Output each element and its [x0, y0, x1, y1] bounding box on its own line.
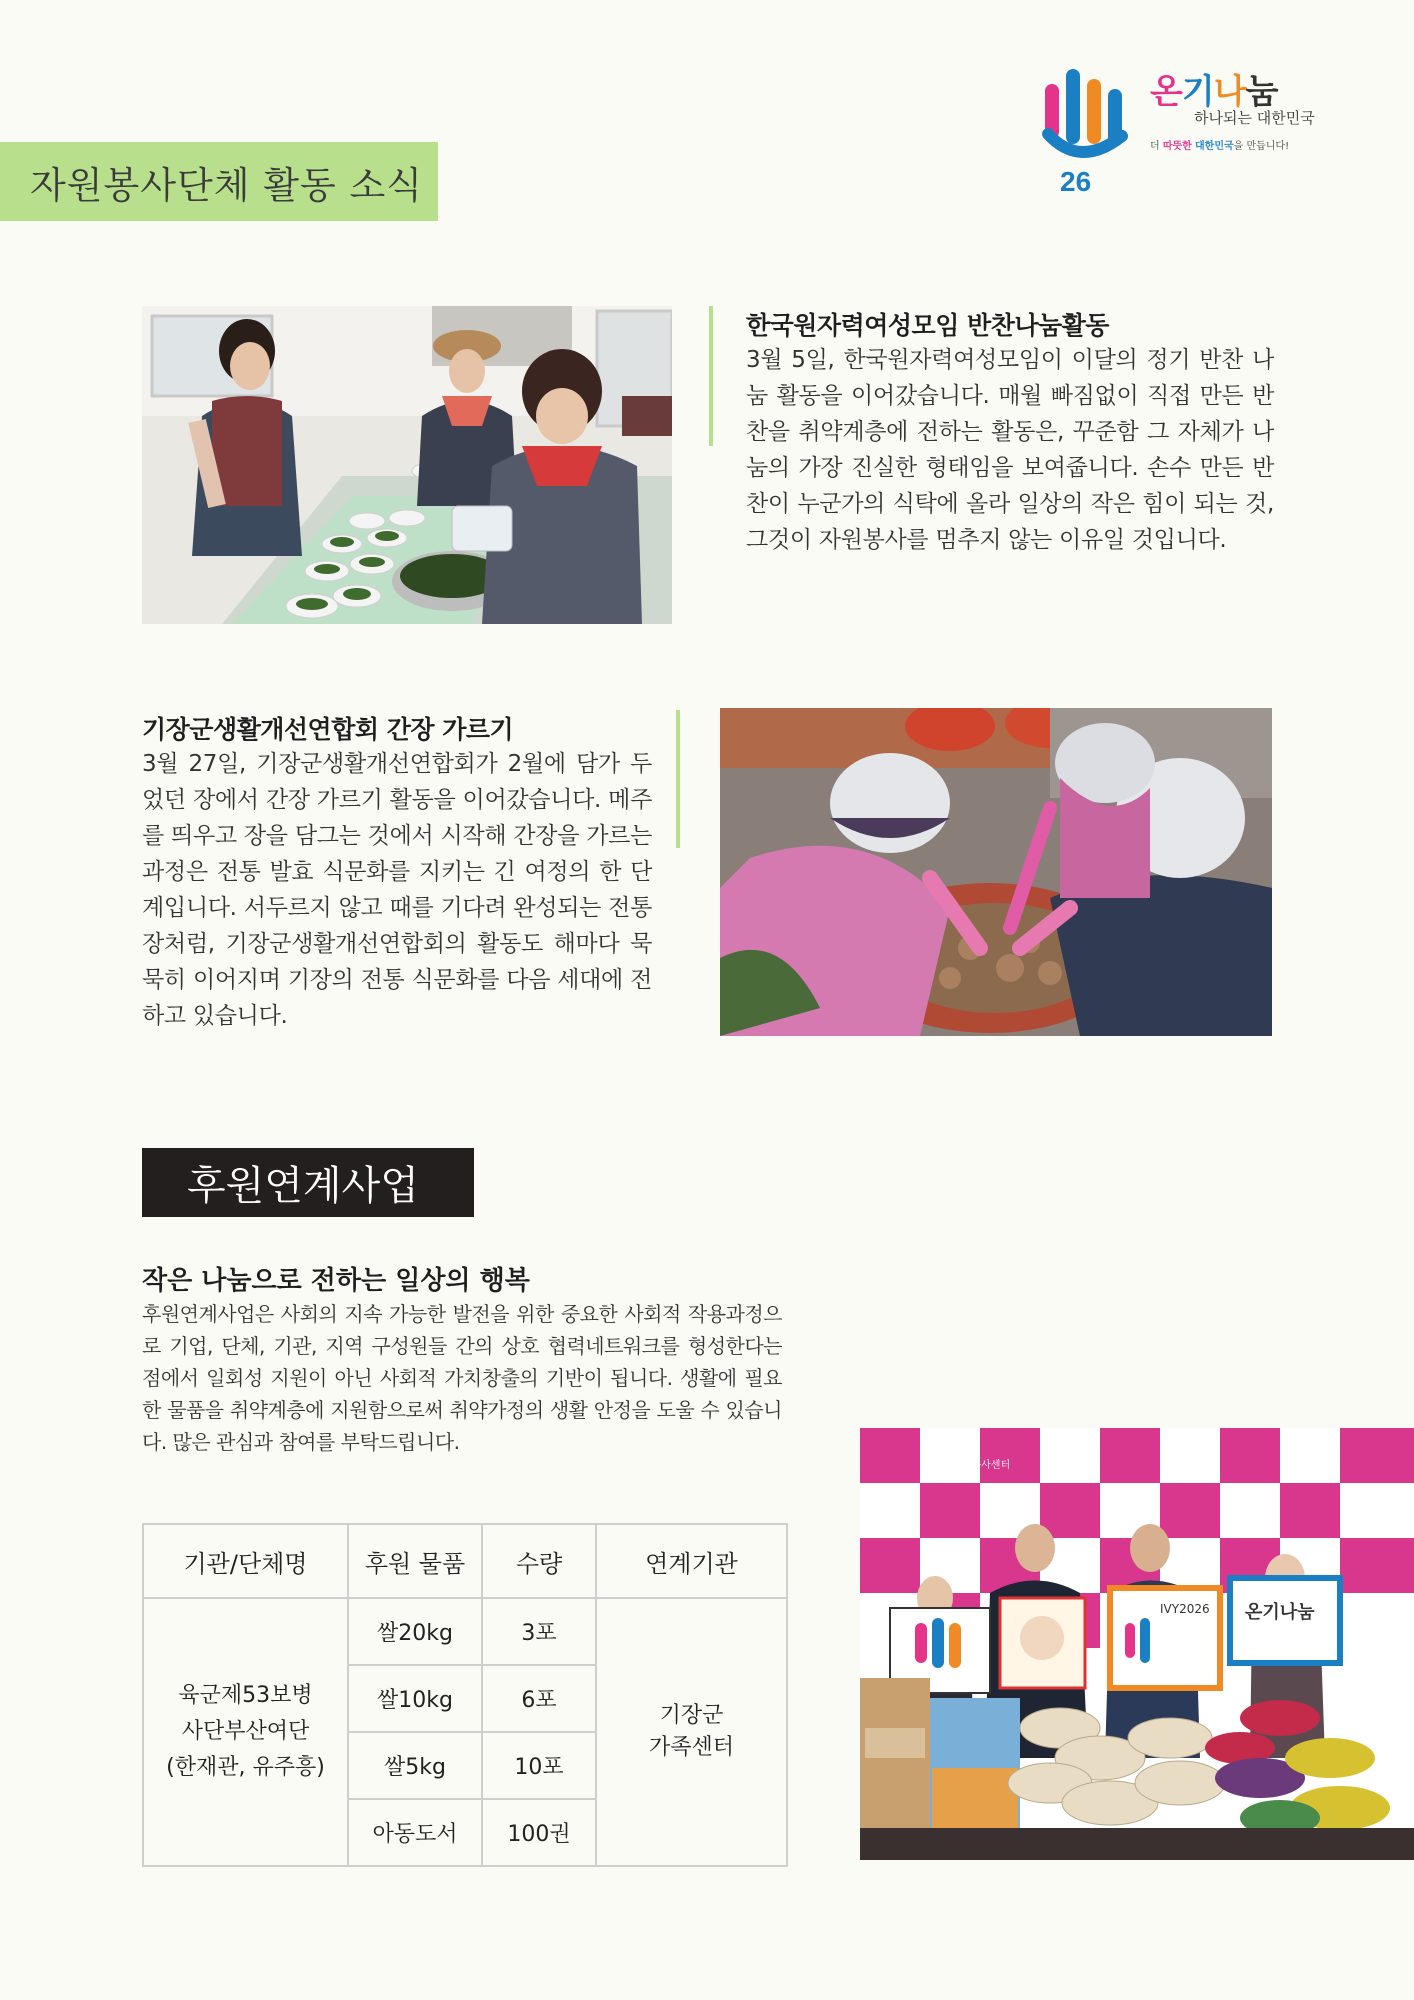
- table-cell-qty: 6포: [482, 1665, 596, 1732]
- table-row: [143, 1598, 787, 1665]
- ongi-logo-sub: 하나되는 대한민국: [1194, 109, 1315, 127]
- ongi-logo-main: 온기나눔: [1150, 72, 1278, 112]
- table-cell-qty: 3포: [482, 1598, 596, 1665]
- table-cell-item: 쌀5kg: [348, 1732, 482, 1799]
- table-cell-qty: 100권: [482, 1799, 596, 1866]
- backdrop-label: 기장군 자원봉사센터: [920, 1460, 1011, 1471]
- section-label-volunteer-news: [0, 142, 438, 221]
- table-header: 연계기관: [596, 1524, 787, 1598]
- article1-body: 3월 5일, 한국원자력여성모임이 이달의 정기 반찬 나눔 활동을 이어갔습니다. 매월 빠짐없이 직접 만든 반찬을 취약계층에 전하는 활동은, 꾸준함 그 자체가 나눔의 가장 진실한 형태임을 보여줍니다. 손수 만든 반찬이 누군가의 식탁에 올라 일상의 작은 힘이 되는 것, 그것이 자원봉사를 멈추지 않는 이유일 것입니다.: [746, 347, 1274, 553]
- donation-ceremony-photo: [860, 1428, 1414, 1860]
- table-cell-partner: 기장군 가족센터: [596, 1598, 787, 1866]
- sponsorship-table: [142, 1523, 788, 1867]
- article-divider: [709, 306, 713, 446]
- sponsor-title: 작은 나눔으로 전하는 일상의 행복: [142, 1266, 530, 1296]
- article1-title: 한국원자력여성모임 반찬나눔활동: [746, 311, 1109, 340]
- table-cell-item: 쌀20kg: [348, 1598, 482, 1665]
- table-header-row: [143, 1524, 787, 1598]
- soy-sauce-making-photo: [720, 708, 1272, 1036]
- table-cell-qty: 10포: [482, 1732, 596, 1799]
- table-cell-item: 쌀10kg: [348, 1665, 482, 1732]
- ivy-2026-logo: [1040, 64, 1130, 194]
- sponsor-section-label-text: 후원연계사업: [187, 1163, 419, 1209]
- article2-title: 기장군생활개선연합회 간장 가르기: [142, 715, 514, 744]
- sign-ivy-label: IVY2026: [1160, 1602, 1210, 1616]
- side-dish-sharing-photo: [142, 306, 672, 624]
- ivy-logo-number: 26: [1060, 166, 1092, 194]
- sign-ongi-label: 온기나눔: [1245, 1602, 1315, 1623]
- table-header: 수량: [482, 1524, 596, 1598]
- header-logos: [1040, 64, 1320, 199]
- section-label-text: 자원봉사단체 활동 소식: [30, 163, 423, 207]
- sponsor-body: 후원연계사업은 사회의 지속 가능한 발전을 위한 중요한 사회적 작용과정으로 기업, 단체, 기관, 지역 구성원들 간의 상호 협력네트워크를 형성한다는 점에서 일회성 지원이 아닌 사회적 가치창출의 기반이 됩니다. 생활에 필요한 물품을 취약계층에 지원함으로써 취약가정의 생활 안정을 도울 수 있습니다. 많은 관심과 참여를 부탁드립니다.: [142, 1302, 782, 1454]
- table-header: 후원 물품: [348, 1524, 482, 1598]
- table-cell-item: 아동도서: [348, 1799, 482, 1866]
- article2-body: 3월 27일, 기장군생활개선연합회가 2월에 담가 두었던 장에서 간장 가르기 활동을 이어갔습니다. 메주를 띄우고 장을 담그는 것에서 시작해 간장을 가르는 과정은 전통 발효 식문화를 지키는 긴 여정의 한 단계입니다. 서두르지 않고 때를 기다려 완성되는 전통 장처럼, 기장군생활개선연합회의 활동도 해마다 묵묵히 이어지며 기장의 전통 식문화를 다음 세대에 전하고 있습니다.: [142, 751, 652, 1029]
- section-label-sponsorship: [142, 1148, 474, 1217]
- table-cell-organization: 육군제53보병 사단부산여단 (한재관, 유주흥): [143, 1598, 348, 1866]
- table-header: 기관/단체명: [143, 1524, 348, 1598]
- ongi-logo-tagline: 더 따뜻한 대한민국을 만듭니다!: [1150, 141, 1290, 152]
- article-divider: [676, 710, 680, 848]
- ongi-nanum-logo: [1150, 74, 1325, 194]
